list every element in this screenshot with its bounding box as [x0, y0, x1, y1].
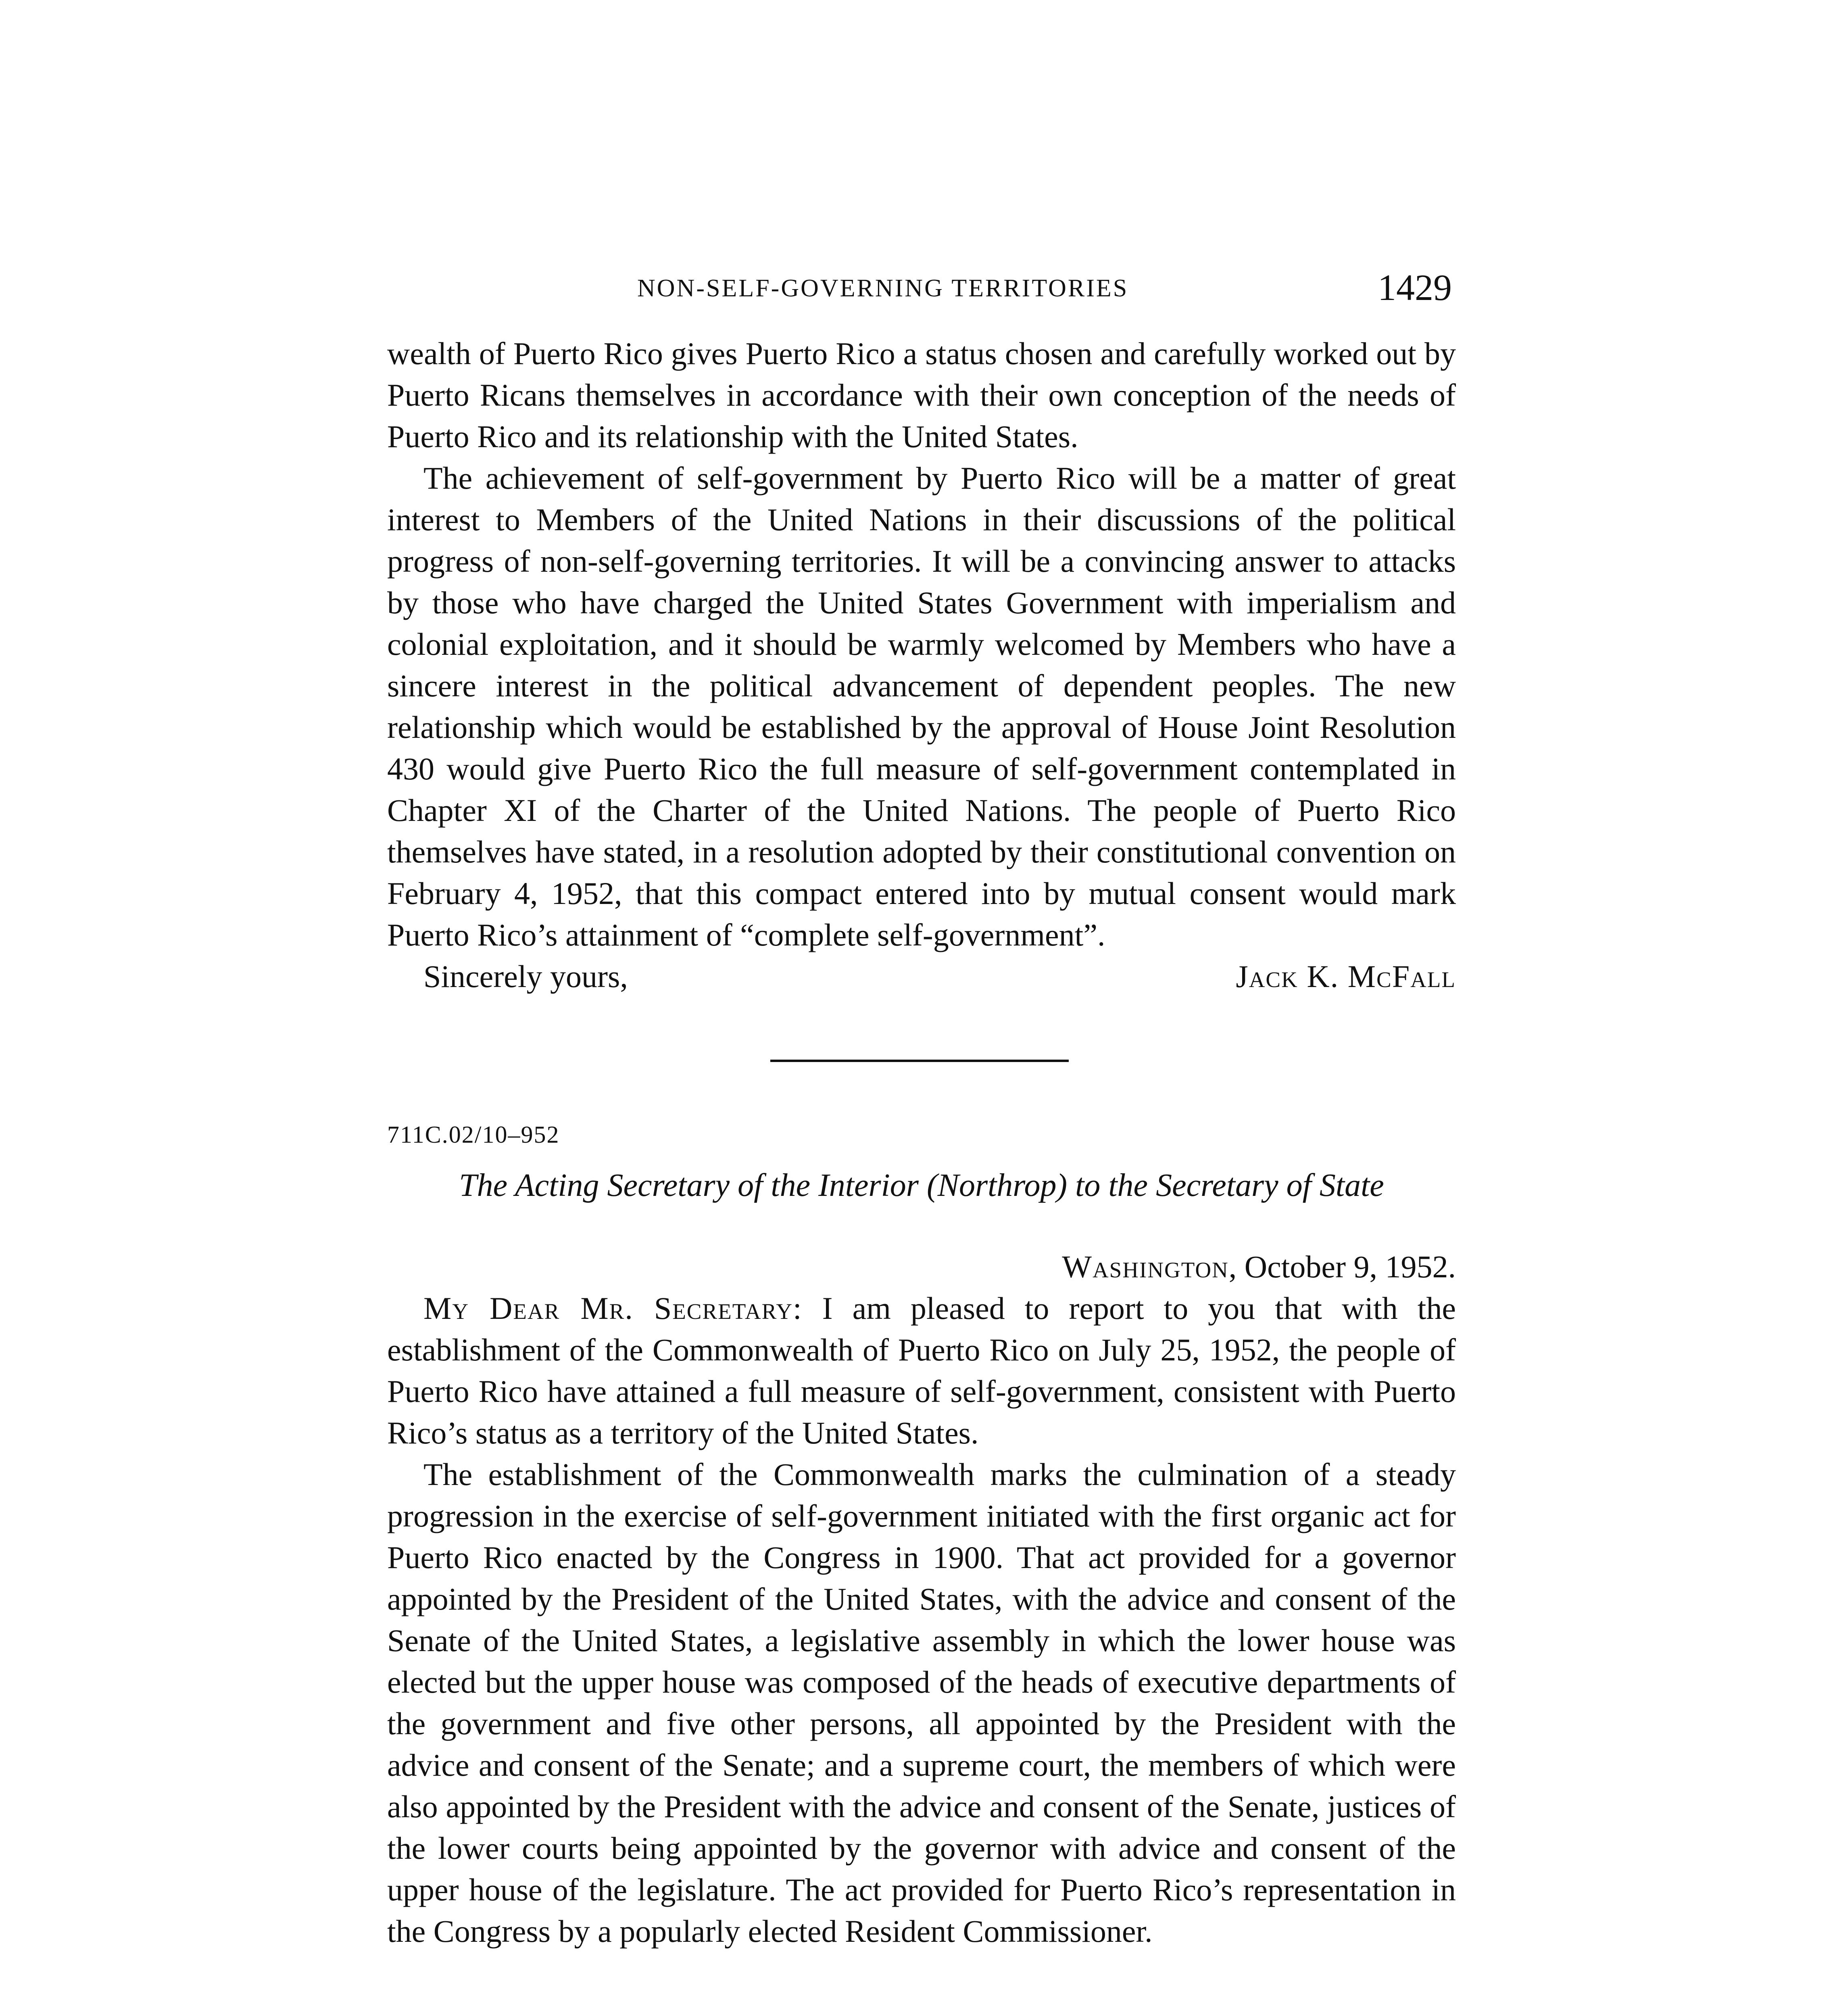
letter2-paragraph-2: The establishment of the Commonwealth marks the culmination of a steady progression in the exercise of self-government initiated with the first organic act for Puerto Rico enacted by the Congress in 1900. That act provided for a governor appointed by the President of the United States, with the advice and consent of the Senate of the United States, a legislative assembly in which the lower house was elected but the upper house was composed of the heads of executive departments of the government and five other persons, all appointed by the President with the advice and consent of the Senate; and a supreme court, the members of which were also appointed by the President with the advice and consent of the Senate, justices of the lower courts being appointed by the governor with advice and consent of the upper house of the legislature. The act provided for Puerto Rico’s representation in the Congress by a popularly elected Resident Commissioner.: [387, 1457, 1456, 1949]
page-number: 1429: [1378, 267, 1452, 308]
letter2-paragraph-1: [387, 1287, 1456, 1454]
letter1-paragraph: The achievement of self-government by Puerto Rico will be a matter of great interest to Members of the United Nations in their discussions of the political progress of non-self-governing territories. It will be a convincing answer to attacks by those who have charged the United States Government with imperialism and colonial exploitation, and it should be warmly welcomed by Members who have a sincere interest in the political advancement of dependent peoples. The new relationship which would be established by the approval of House Joint Resolution 430 would give Puerto Rico the full measure of self-government contemplated in Chapter XI of the Charter of the United Nations. The people of Puerto Rico themselves have stated, in a resolution adopted by their constitutional convention on February 4, 1952, that this compact entered into by mutual consent would mark Puerto Rico’s attainment of “complete self-government”.: [387, 460, 1456, 952]
dateline: [387, 1246, 1456, 1287]
letter2-paragraph-1-text: I am pleased to report to you that with the establishment of the Commonwealth of Puerto Rico on July 25, 1952, the people of Puerto Rico have attained a full measure of self-government, consistent with Puerto Rico’s status as a territory of the United States.: [387, 1291, 1456, 1450]
salutation: My Dear Mr. Secretary:: [423, 1291, 803, 1326]
letter1-signoff: [387, 956, 1456, 997]
letter1-closing: Sincerely yours,: [423, 959, 628, 994]
page-body: [387, 333, 1456, 1952]
letter1-continuation-paragraph: wealth of Puerto Rico gives Puerto Rico a status chosen and carefully worked out by Puerto Ricans themselves in accordance with their own conception of the needs of Puerto Rico and its relationship with the United States.: [387, 336, 1456, 454]
dateline-place: Washington: [1062, 1249, 1229, 1284]
letter1-signature: Jack K. McFall: [1236, 959, 1456, 994]
document-title: The Acting Secretary of the Interior (Northrop) to the Secretary of State: [459, 1168, 1384, 1203]
file-number: 711C.02/10–952: [387, 1121, 560, 1148]
page-header: [387, 266, 1456, 314]
section-divider: [770, 1060, 1069, 1062]
running-head: NON-SELF-GOVERNING TERRITORIES: [637, 275, 1129, 302]
dateline-date: , October 9, 1952.: [1228, 1249, 1456, 1284]
